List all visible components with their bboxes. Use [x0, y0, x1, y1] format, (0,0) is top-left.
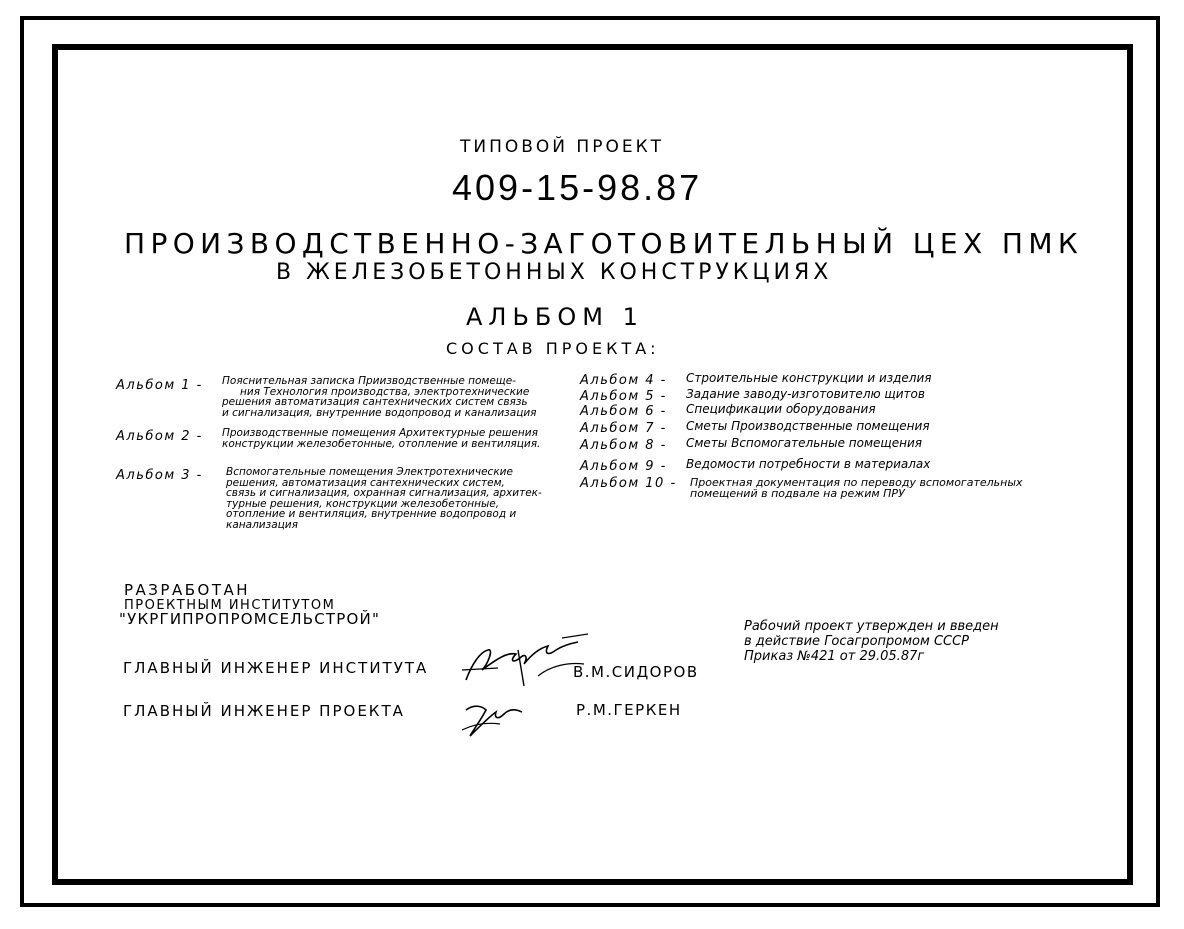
title-line-2: В ЖЕЛЕЗОБЕТОННЫХ КОНСТРУКЦИЯХ: [276, 260, 833, 285]
desc-line: связь и сигнализация, охранная сигнализация, архитек-: [226, 487, 542, 500]
desc-line: Проектная документация по переводу вспомогательных: [690, 476, 1023, 489]
album-3-description: [226, 467, 542, 531]
album-1-label: Альбом 1 -: [116, 378, 203, 393]
chief-engineer-institute-name: В.М.СИДОРОВ: [573, 663, 699, 681]
desc-line: Вспомогательные помещения Электротехнические: [226, 466, 513, 478]
album-3-label: Альбом 3 -: [116, 468, 203, 483]
desc-line: Спецификации оборудования: [686, 402, 876, 416]
album-4-description: [686, 373, 932, 384]
project-type: ТИПОВОЙ ПРОЕКТ: [460, 137, 665, 157]
desc-line: и сигнализация, внутренние водопровод и канализация: [222, 406, 537, 419]
album-10-description: [690, 478, 1023, 499]
album-9-label: Альбом 9 -: [580, 459, 667, 474]
album-5-description: [686, 389, 925, 400]
developer-line-1: РАЗРАБОТАН: [124, 581, 251, 599]
desc-line: конструкции железобетонные, отопление и вентиляция.: [222, 437, 541, 450]
signature-sidorov-icon: [458, 630, 598, 688]
desc-line: Строительные конструкции и изделия: [686, 371, 932, 385]
chief-engineer-institute-title: ГЛАВНЫЙ ИНЖЕНЕР ИНСТИТУТА: [123, 659, 429, 677]
album-heading: АЛЬБОМ 1: [466, 303, 644, 331]
album-6-label: Альбом 6 -: [580, 404, 667, 419]
title-line-1: ПРОИЗВОДСТВЕННО-ЗАГОТОВИТЕЛЬНЫЙ ЦЕХ ПМК: [124, 227, 1084, 260]
desc-line: Сметы Вспомогательные помещения: [686, 436, 922, 450]
chief-engineer-project-title: ГЛАВНЫЙ ИНЖЕНЕР ПРОЕКТА: [123, 702, 405, 720]
desc-line: Задание заводу-изготовителю щитов: [686, 387, 925, 401]
desc-line: решения автоматизация сантехнических систем связь: [222, 396, 528, 409]
approval-block: [744, 619, 999, 664]
album-7-label: Альбом 7 -: [580, 421, 667, 436]
project-number: 409-15-98.87: [452, 167, 703, 208]
desc-line: Пояснительная записка Приизводственные помеще-: [222, 375, 516, 387]
signature-gerken-icon: [460, 694, 530, 740]
desc-line: Сметы Производственные помещения: [686, 419, 930, 433]
approval-line: Приказ №421 от 29.05.87г: [744, 649, 925, 664]
composition-heading: СОСТАВ ПРОЕКТА:: [446, 339, 660, 358]
developer-line-3: "УКРГИПРОПРОМСЕЛЬСТРОЙ": [119, 610, 381, 628]
album-8-description: [686, 438, 922, 449]
chief-engineer-project-name: Р.М.ГЕРКЕН: [576, 701, 682, 719]
album-2-label: Альбом 2 -: [116, 429, 203, 444]
desc-line: Производственные помещения Архитектурные решения: [222, 427, 538, 439]
album-2-description: [222, 428, 540, 449]
album-4-label: Альбом 4 -: [580, 373, 667, 388]
album-1-description: [222, 376, 537, 418]
desc-line: помещений в подвале на режим ПРУ: [690, 486, 905, 500]
developer-line-2: ПРОЕКТНЫМ ИНСТИТУТОМ: [124, 598, 336, 613]
desc-line: канализация: [226, 518, 298, 531]
album-8-label: Альбом 8 -: [580, 438, 667, 453]
album-10-label: Альбом 10 -: [580, 476, 677, 491]
album-6-description: [686, 404, 876, 415]
desc-line: ния Технология производства, электротехнические: [240, 385, 530, 398]
desc-line: турные решения, конструкции железобетонные,: [226, 497, 500, 510]
desc-line: решения, автоматизация сантехнических систем,: [226, 476, 505, 489]
desc-line: Ведомости потребности в материалах: [686, 457, 931, 471]
album-5-label: Альбом 5 -: [580, 389, 667, 404]
desc-line: отопление и вентиляция, внутренние водопровод и: [226, 508, 517, 521]
approval-line: Рабочий проект утвержден и введен: [744, 619, 999, 634]
album-9-description: [686, 459, 930, 470]
approval-line: в действие Госагропромом СССР: [744, 634, 970, 649]
album-7-description: [686, 421, 930, 432]
